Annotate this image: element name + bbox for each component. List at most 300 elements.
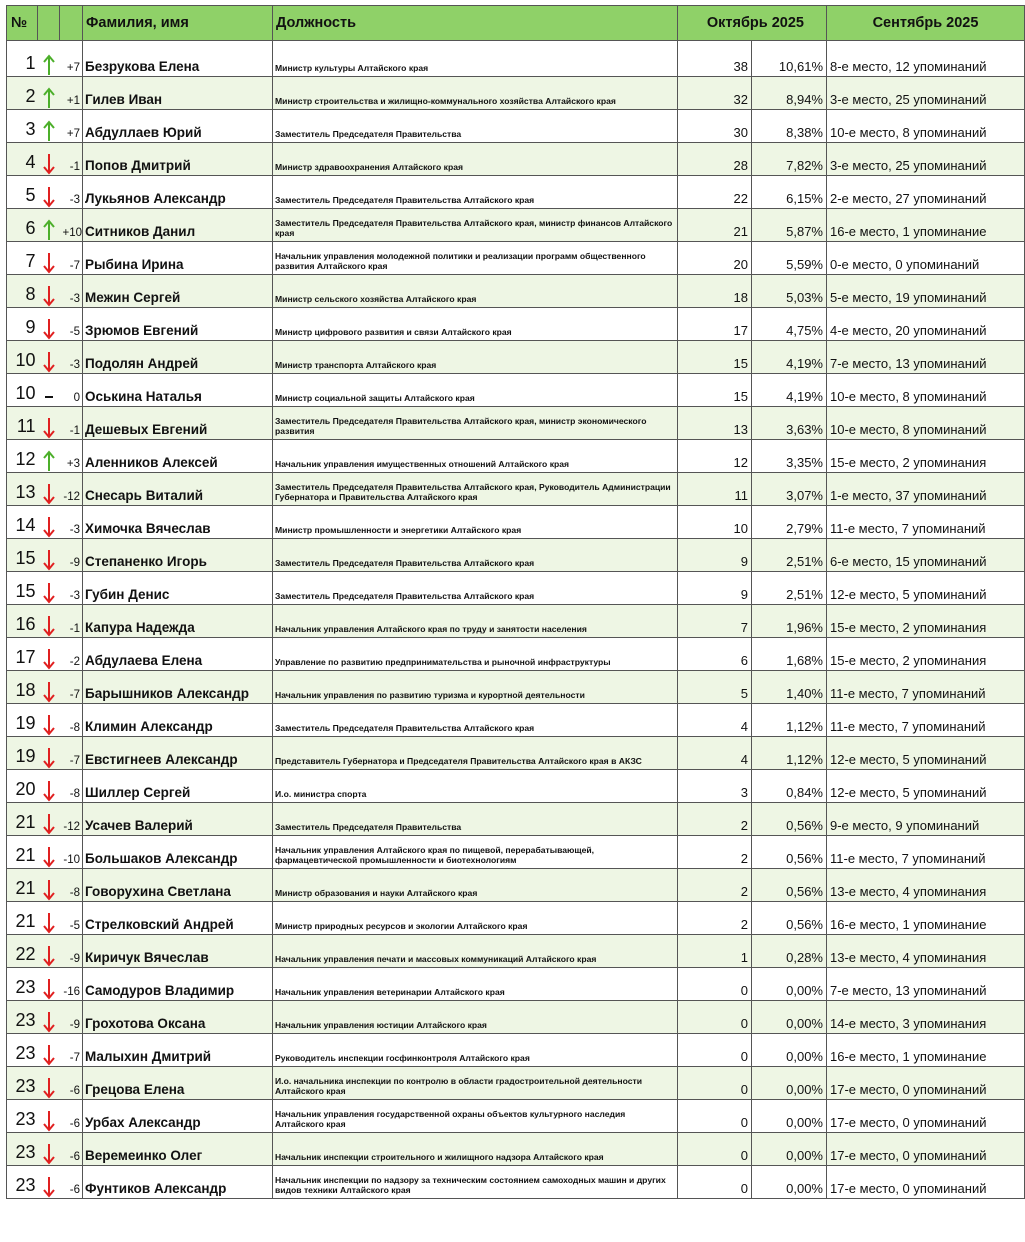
rating-table [6, 5, 1025, 1199]
rank-cell: 13 [7, 473, 38, 506]
rank-cell: 11 [7, 407, 38, 440]
percent-cell: 0,00% [752, 1100, 827, 1133]
arrow-down-icon [43, 648, 55, 670]
trend-cell [38, 671, 60, 704]
position-cell: Заместитель Председателя Правительства [273, 110, 678, 143]
trend-cell [38, 440, 60, 473]
percent-cell: 0,28% [752, 935, 827, 968]
rank-cell: 15 [7, 572, 38, 605]
position-cell: Начальник управления имущественных отношений Алтайского края [273, 440, 678, 473]
position-cell: Начальник инспекции строительного и жилищного надзора Алтайского края [273, 1133, 678, 1166]
arrow-down-icon [43, 813, 55, 835]
position-cell: И.о. министра спорта [273, 770, 678, 803]
september-cell: 15-е место, 2 упоминания [827, 638, 1025, 671]
september-cell: 11-е место, 7 упоминаний [827, 671, 1025, 704]
rank-cell: 4 [7, 143, 38, 176]
arrow-up-icon [43, 219, 55, 241]
name-cell: Оськина Наталья [83, 374, 273, 407]
arrow-down-icon [43, 1044, 55, 1066]
position-cell: Начальник управления юстиции Алтайского края [273, 1001, 678, 1034]
count-cell: 13 [678, 407, 752, 440]
table-row [7, 638, 1025, 671]
september-cell: 15-е место, 2 упоминания [827, 440, 1025, 473]
name-cell: Климин Александр [83, 704, 273, 737]
percent-cell: 0,56% [752, 803, 827, 836]
table-row [7, 704, 1025, 737]
september-cell: 8-е место, 12 упоминаний [827, 41, 1025, 77]
name-cell: Степаненко Игорь [83, 539, 273, 572]
percent-cell: 7,82% [752, 143, 827, 176]
trend-cell [38, 308, 60, 341]
percent-cell: 0,56% [752, 902, 827, 935]
count-cell: 22 [678, 176, 752, 209]
rank-cell: 17 [7, 638, 38, 671]
change-cell: -3 [60, 506, 83, 539]
arrow-down-icon [43, 846, 55, 868]
change-cell: -3 [60, 275, 83, 308]
change-cell: -3 [60, 572, 83, 605]
count-cell: 4 [678, 704, 752, 737]
rank-cell: 23 [7, 1133, 38, 1166]
september-cell: 16-е место, 1 упоминание [827, 1034, 1025, 1067]
trend-cell [38, 176, 60, 209]
trend-cell [38, 275, 60, 308]
september-cell: 11-е место, 7 упоминаний [827, 704, 1025, 737]
position-cell: Заместитель Председателя Правительства Алтайского края, министр экономического развития [273, 407, 678, 440]
table-row [7, 341, 1025, 374]
percent-cell: 0,00% [752, 968, 827, 1001]
september-cell: 10-е место, 8 упоминаний [827, 110, 1025, 143]
arrow-down-icon [43, 912, 55, 934]
september-cell: 13-е место, 4 упоминания [827, 869, 1025, 902]
trend-cell [38, 935, 60, 968]
trend-cell [38, 1001, 60, 1034]
rank-cell: 21 [7, 869, 38, 902]
count-cell: 6 [678, 638, 752, 671]
name-cell: Снесарь Виталий [83, 473, 273, 506]
september-cell: 5-е место, 19 упоминаний [827, 275, 1025, 308]
change-cell: -9 [60, 539, 83, 572]
header-position: Должность [273, 6, 678, 41]
position-cell: Начальник управления ветеринарии Алтайского края [273, 968, 678, 1001]
trend-cell [38, 902, 60, 935]
percent-cell: 5,59% [752, 242, 827, 275]
change-cell: -8 [60, 770, 83, 803]
rank-cell: 23 [7, 1100, 38, 1133]
trend-cell [38, 110, 60, 143]
position-cell: Начальник управления Алтайского края по пищевой, перерабатывающей, фармацевтической промышленности и биотехнологиям [273, 836, 678, 869]
arrow-down-icon [43, 1110, 55, 1132]
name-cell: Грецова Елена [83, 1067, 273, 1100]
percent-cell: 1,12% [752, 737, 827, 770]
change-cell: -1 [60, 143, 83, 176]
percent-cell: 0,00% [752, 1133, 827, 1166]
name-cell: Аленников Алексей [83, 440, 273, 473]
arrow-down-icon [43, 351, 55, 373]
arrow-down-icon [43, 483, 55, 505]
table-row [7, 1001, 1025, 1034]
change-cell: -10 [60, 836, 83, 869]
position-cell: Заместитель Председателя Правительства Алтайского края [273, 572, 678, 605]
september-cell: 7-е место, 13 упоминаний [827, 968, 1025, 1001]
position-cell: Начальник инспекции по надзору за техническим состоянием самоходных машин и других видов техники Алтайского края [273, 1166, 678, 1199]
trend-cell [38, 473, 60, 506]
trend-cell [38, 1100, 60, 1133]
name-cell: Стрелковский Андрей [83, 902, 273, 935]
september-cell: 10-е место, 8 упоминаний [827, 374, 1025, 407]
count-cell: 9 [678, 539, 752, 572]
table-row [7, 836, 1025, 869]
change-cell: -7 [60, 671, 83, 704]
table-header-row [7, 6, 1025, 41]
arrow-down-icon [43, 714, 55, 736]
percent-cell: 4,19% [752, 341, 827, 374]
trend-cell [38, 143, 60, 176]
september-cell: 7-е место, 13 упоминаний [827, 341, 1025, 374]
header-september: Сентябрь 2025 [827, 6, 1025, 41]
header-trend [38, 6, 60, 41]
table-row [7, 1067, 1025, 1100]
count-cell: 18 [678, 275, 752, 308]
position-cell: Министр социальной защиты Алтайского края [273, 374, 678, 407]
percent-cell: 5,03% [752, 275, 827, 308]
count-cell: 2 [678, 902, 752, 935]
trend-cell [38, 737, 60, 770]
percent-cell: 3,63% [752, 407, 827, 440]
count-cell: 28 [678, 143, 752, 176]
count-cell: 15 [678, 341, 752, 374]
name-cell: Малыхин Дмитрий [83, 1034, 273, 1067]
position-cell: Министр цифрового развития и связи Алтайского края [273, 308, 678, 341]
count-cell: 2 [678, 869, 752, 902]
arrow-up-icon [43, 120, 55, 142]
arrow-down-icon [43, 681, 55, 703]
percent-cell: 1,68% [752, 638, 827, 671]
table-row [7, 374, 1025, 407]
name-cell: Межин Сергей [83, 275, 273, 308]
trend-cell [38, 638, 60, 671]
name-cell: Урбах Александр [83, 1100, 273, 1133]
count-cell: 10 [678, 506, 752, 539]
september-cell: 12-е место, 5 упоминаний [827, 737, 1025, 770]
name-cell: Киричук Вячеслав [83, 935, 273, 968]
rank-cell: 9 [7, 308, 38, 341]
change-cell: -6 [60, 1100, 83, 1133]
trend-cell [38, 1067, 60, 1100]
position-cell: Министр здравоохранения Алтайского края [273, 143, 678, 176]
trend-cell [38, 869, 60, 902]
table-row [7, 209, 1025, 242]
september-cell: 9-е место, 9 упоминаний [827, 803, 1025, 836]
rank-cell: 14 [7, 506, 38, 539]
count-cell: 30 [678, 110, 752, 143]
name-cell: Абдулаева Елена [83, 638, 273, 671]
header-change [60, 6, 83, 41]
table-row [7, 176, 1025, 209]
rank-cell: 23 [7, 1166, 38, 1199]
rank-cell: 5 [7, 176, 38, 209]
arrow-down-icon [43, 747, 55, 769]
name-cell: Шиллер Сергей [83, 770, 273, 803]
name-cell: Подолян Андрей [83, 341, 273, 374]
name-cell: Говорухина Светлана [83, 869, 273, 902]
september-cell: 11-е место, 7 упоминаний [827, 506, 1025, 539]
count-cell: 4 [678, 737, 752, 770]
rank-cell: 1 [7, 41, 38, 77]
change-cell: +1 [60, 77, 83, 110]
position-cell: Министр транспорта Алтайского края [273, 341, 678, 374]
position-cell: Заместитель Председателя Правительства Алтайского края [273, 539, 678, 572]
arrow-down-icon [43, 1077, 55, 1099]
count-cell: 15 [678, 374, 752, 407]
september-cell: 17-е место, 0 упоминаний [827, 1166, 1025, 1199]
trend-cell [38, 704, 60, 737]
rank-cell: 22 [7, 935, 38, 968]
name-cell: Грохотова Оксана [83, 1001, 273, 1034]
change-cell: +10 [60, 209, 83, 242]
name-cell: Капура Надежда [83, 605, 273, 638]
september-cell: 3-е место, 25 упоминаний [827, 77, 1025, 110]
percent-cell: 0,00% [752, 1067, 827, 1100]
arrow-down-icon [43, 780, 55, 802]
position-cell: Заместитель Председателя Правительства Алтайского края, Руководитель Администрации Губернатора и Правительства Алтайского края [273, 473, 678, 506]
table-row [7, 242, 1025, 275]
position-cell: Начальник управления Алтайского края по труду и занятости населения [273, 605, 678, 638]
arrow-down-icon [43, 318, 55, 340]
table-row [7, 110, 1025, 143]
count-cell: 0 [678, 968, 752, 1001]
table-body [7, 41, 1025, 1199]
trend-cell [38, 1166, 60, 1199]
trend-cell [38, 77, 60, 110]
arrow-up-icon [43, 87, 55, 109]
september-cell: 2-е место, 27 упоминаний [827, 176, 1025, 209]
rank-cell: 21 [7, 836, 38, 869]
table-row [7, 803, 1025, 836]
change-cell: -8 [60, 869, 83, 902]
count-cell: 0 [678, 1034, 752, 1067]
count-cell: 0 [678, 1133, 752, 1166]
rank-cell: 21 [7, 902, 38, 935]
september-cell: 16-е место, 1 упоминание [827, 209, 1025, 242]
rank-cell: 3 [7, 110, 38, 143]
count-cell: 2 [678, 803, 752, 836]
count-cell: 3 [678, 770, 752, 803]
arrow-down-icon [43, 516, 55, 538]
trend-cell [38, 1034, 60, 1067]
position-cell: Управление по развитию предпринимательства и рыночной инфраструктуры [273, 638, 678, 671]
arrow-down-icon [43, 615, 55, 637]
table-row [7, 473, 1025, 506]
percent-cell: 5,87% [752, 209, 827, 242]
percent-cell: 0,00% [752, 1034, 827, 1067]
table-row [7, 737, 1025, 770]
rank-cell: 23 [7, 1034, 38, 1067]
name-cell: Барышников Александр [83, 671, 273, 704]
count-cell: 0 [678, 1067, 752, 1100]
change-cell: -8 [60, 704, 83, 737]
rank-cell: 6 [7, 209, 38, 242]
trend-cell [38, 374, 60, 407]
rank-cell: 18 [7, 671, 38, 704]
position-cell: Заместитель Председателя Правительства [273, 803, 678, 836]
position-cell: Министр природных ресурсов и экологии Алтайского края [273, 902, 678, 935]
table-row [7, 275, 1025, 308]
name-cell: Усачев Валерий [83, 803, 273, 836]
september-cell: 12-е место, 5 упоминаний [827, 770, 1025, 803]
no-change-icon [45, 396, 53, 398]
change-cell: -1 [60, 605, 83, 638]
arrow-down-icon [43, 153, 55, 175]
percent-cell: 4,75% [752, 308, 827, 341]
september-cell: 0-е место, 0 упоминаний [827, 242, 1025, 275]
trend-cell [38, 242, 60, 275]
rank-cell: 23 [7, 1001, 38, 1034]
table-row [7, 902, 1025, 935]
position-cell: И.о. начальника инспекции по контролю в области градостроительной деятельности Алтайского края [273, 1067, 678, 1100]
percent-cell: 10,61% [752, 41, 827, 77]
trend-cell [38, 539, 60, 572]
change-cell: +3 [60, 440, 83, 473]
trend-cell [38, 968, 60, 1001]
table-row [7, 41, 1025, 77]
table-row [7, 1133, 1025, 1166]
count-cell: 7 [678, 605, 752, 638]
change-cell: -1 [60, 407, 83, 440]
rank-cell: 23 [7, 968, 38, 1001]
count-cell: 12 [678, 440, 752, 473]
percent-cell: 2,79% [752, 506, 827, 539]
count-cell: 0 [678, 1166, 752, 1199]
table-row [7, 308, 1025, 341]
count-cell: 38 [678, 41, 752, 77]
header-october: Октябрь 2025 [678, 6, 827, 41]
trend-cell [38, 770, 60, 803]
rank-cell: 2 [7, 77, 38, 110]
change-cell: +7 [60, 41, 83, 77]
name-cell: Попов Дмитрий [83, 143, 273, 176]
position-cell: Заместитель Председателя Правительства Алтайского края [273, 704, 678, 737]
arrow-up-icon [43, 450, 55, 472]
count-cell: 32 [678, 77, 752, 110]
position-cell: Заместитель Председателя Правительства Алтайского края [273, 176, 678, 209]
table-row [7, 605, 1025, 638]
table-row [7, 1166, 1025, 1199]
table-row [7, 968, 1025, 1001]
change-cell: -3 [60, 176, 83, 209]
september-cell: 17-е место, 0 упоминаний [827, 1067, 1025, 1100]
arrow-down-icon [43, 978, 55, 1000]
header-num: № [7, 6, 38, 41]
percent-cell: 1,40% [752, 671, 827, 704]
name-cell: Евстигнеев Александр [83, 737, 273, 770]
name-cell: Губин Денис [83, 572, 273, 605]
rank-cell: 8 [7, 275, 38, 308]
trend-cell [38, 341, 60, 374]
header-name: Фамилия, имя [83, 6, 273, 41]
rank-cell: 10 [7, 341, 38, 374]
table-row [7, 506, 1025, 539]
september-cell: 6-е место, 15 упоминаний [827, 539, 1025, 572]
september-cell: 12-е место, 5 упоминаний [827, 572, 1025, 605]
name-cell: Фунтиков Александр [83, 1166, 273, 1199]
name-cell: Зрюмов Евгений [83, 308, 273, 341]
table-row [7, 440, 1025, 473]
rank-cell: 19 [7, 704, 38, 737]
september-cell: 4-е место, 20 упоминаний [827, 308, 1025, 341]
trend-cell [38, 506, 60, 539]
arrow-down-icon [43, 1176, 55, 1198]
rank-cell: 7 [7, 242, 38, 275]
arrow-down-icon [43, 549, 55, 571]
september-cell: 13-е место, 4 упоминания [827, 935, 1025, 968]
rank-cell: 19 [7, 737, 38, 770]
change-cell: -2 [60, 638, 83, 671]
rank-cell: 20 [7, 770, 38, 803]
arrow-down-icon [43, 879, 55, 901]
count-cell: 21 [678, 209, 752, 242]
change-cell: -6 [60, 1133, 83, 1166]
september-cell: 17-е место, 0 упоминаний [827, 1100, 1025, 1133]
percent-cell: 4,19% [752, 374, 827, 407]
position-cell: Министр сельского хозяйства Алтайского края [273, 275, 678, 308]
position-cell: Начальник управления печати и массовых коммуникаций Алтайского края [273, 935, 678, 968]
trend-cell [38, 605, 60, 638]
name-cell: Рыбина Ирина [83, 242, 273, 275]
percent-cell: 0,00% [752, 1001, 827, 1034]
name-cell: Лукьянов Александр [83, 176, 273, 209]
september-cell: 14-е место, 3 упоминания [827, 1001, 1025, 1034]
table-row [7, 869, 1025, 902]
change-cell: -6 [60, 1067, 83, 1100]
count-cell: 11 [678, 473, 752, 506]
september-cell: 10-е место, 8 упоминаний [827, 407, 1025, 440]
trend-cell [38, 1133, 60, 1166]
percent-cell: 8,94% [752, 77, 827, 110]
arrow-down-icon [43, 1143, 55, 1165]
table-row [7, 1034, 1025, 1067]
percent-cell: 2,51% [752, 539, 827, 572]
table-row [7, 572, 1025, 605]
name-cell: Химочка Вячеслав [83, 506, 273, 539]
name-cell: Безрукова Елена [83, 41, 273, 77]
percent-cell: 3,07% [752, 473, 827, 506]
september-cell: 17-е место, 0 упоминаний [827, 1133, 1025, 1166]
percent-cell: 0,84% [752, 770, 827, 803]
change-cell: -5 [60, 308, 83, 341]
table-row [7, 407, 1025, 440]
name-cell: Большаков Александр [83, 836, 273, 869]
trend-cell [38, 836, 60, 869]
change-cell: +7 [60, 110, 83, 143]
percent-cell: 0,00% [752, 1166, 827, 1199]
rank-cell: 23 [7, 1067, 38, 1100]
rank-cell: 12 [7, 440, 38, 473]
rank-cell: 21 [7, 803, 38, 836]
count-cell: 1 [678, 935, 752, 968]
percent-cell: 2,51% [752, 572, 827, 605]
percent-cell: 1,96% [752, 605, 827, 638]
arrow-down-icon [43, 252, 55, 274]
trend-cell [38, 572, 60, 605]
arrow-down-icon [43, 1011, 55, 1033]
table-row [7, 770, 1025, 803]
september-cell: 16-е место, 1 упоминание [827, 902, 1025, 935]
arrow-down-icon [43, 582, 55, 604]
count-cell: 20 [678, 242, 752, 275]
change-cell: -7 [60, 737, 83, 770]
position-cell: Начальник управления по развитию туризма и курортной деятельности [273, 671, 678, 704]
